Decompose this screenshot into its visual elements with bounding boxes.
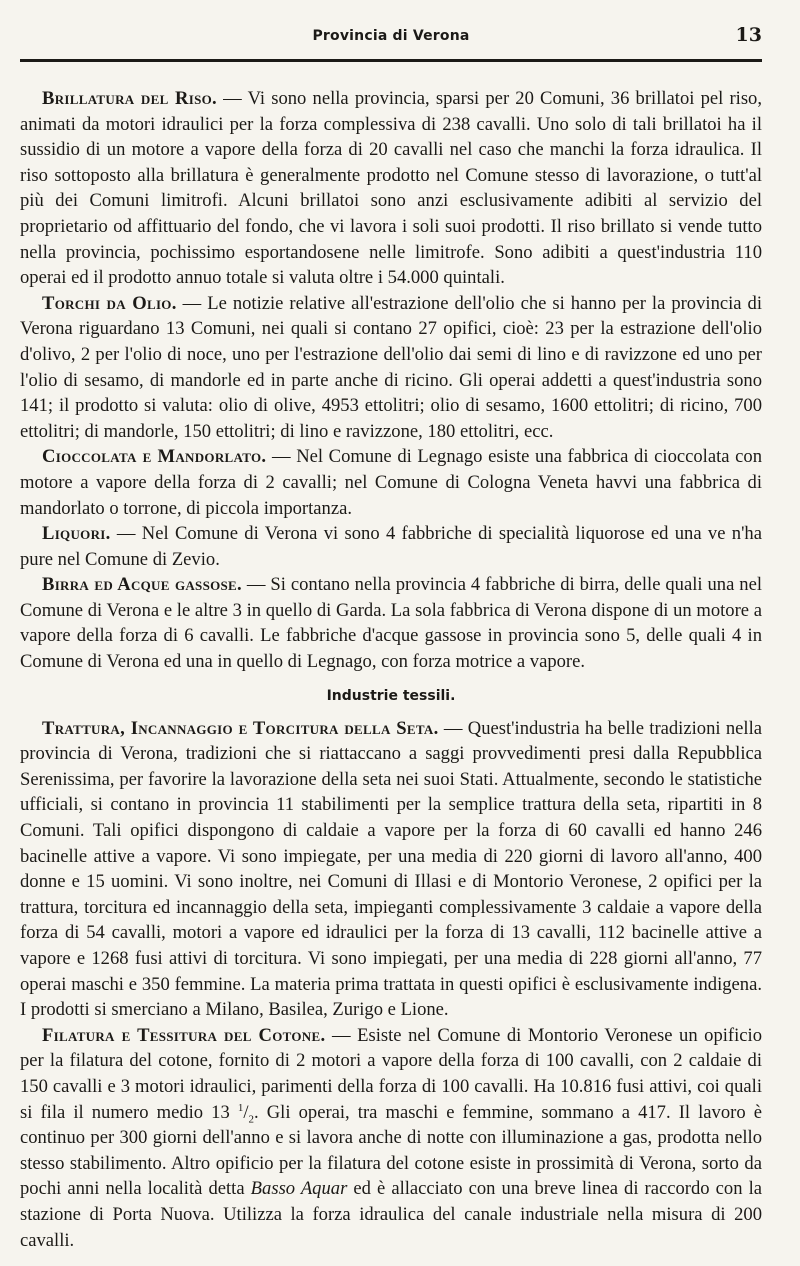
paragraph-heading: Trattura, Incannaggio e Torcitura della Seta. (42, 717, 439, 739)
paragraph-text: — Nel Comune di Verona vi sono 4 fabbriche di specialità liquorose ed una ve n'ha pure nel Comune di Zevio. (20, 523, 762, 570)
place-name: Basso Aquar (250, 1178, 348, 1200)
paragraph-text: — Quest'industria ha belle tradizioni nella provincia di Verona, tradizioni che si riattaccano a saggi provvedimenti presi dalla Repubblica Serenissima, per favorire la lavorazione della seta nei suoi Stati. Attualmente, secondo le statistiche ufficiali, si contano in provincia 11 stabilimenti per la semplice trattura della seta, ripartiti in 8 Comuni. Tali opifici dispongono di caldaie a vapore per la forza di 60 cavalli ed hanno 246 bacinelle attive a vapore. Vi sono impiegate, per una media di 220 giorni di lavoro all'anno, 400 donne e 15 uomini. Vi sono inoltre, nei Comuni di Illasi e di Montorio Veronese, 2 opifici per la trattura, torcitura ed incannaggio della seta, impieganti complessivamente 3 caldaie a vapore della forza di 54 cavalli, motori a vapore ed idraulici per la forza di 13 cavalli, 112 bacinelle attive a vapore e 1268 fusi attivi di torcitura. Vi sono impiegati, per una media di 228 giorni all'anno, 77 operai maschi e 350 femmine. La materia prima trattata in questi opifici è esclusivamente indigena. I prodotti si smerciano a Milano, Basilea, Zurigo e Lione. (20, 717, 762, 1021)
paragraph-heading: Cioccolata e Mandorlato. (42, 446, 267, 468)
paragraph-rice-hulling (20, 86, 762, 291)
page-body (20, 86, 762, 1253)
header-rule (20, 59, 762, 62)
paragraph-text: — Le notizie relative all'estrazione dell'olio che si hanno per la provincia di Verona riguardano 13 Comuni, nei quali si contano 27 opifici, cioè: 23 per la estrazione dell'olio d'olivo, 2 per l'olio di noce, uno per l'estrazione dell'olio dai semi di lino e di ravizzone ed uno per l'olio di sesamo, di mandorle ed in parte anche di ricino. Gli operai addetti a quest'industria sono 141; il prodotto si valuta: olio di olive, 4953 ettolitri; olio di sesamo, 1600 ettolitri; di ricino, 700 ettolitri; di mandorle, 150 ettolitri; di lino e ravizzone, 180 ettolitri, ecc. (20, 292, 762, 442)
paragraph-heading: Liquori. (42, 523, 111, 545)
paragraph-text: ed è allacciato con una breve linea di raccordo con la stazione di Porta Nuova. Utilizza la forza idraulica del canale industriale nella misura di 200 cavalli. (20, 1178, 762, 1251)
paragraph-text: . Gli operai, tra maschi e femmine, sommano a 417. Il lavoro è continuo per 300 giorni dell'anno e si lavora anche di notte con illuminazione a gas, prodotta nello stesso stabilimento. Altro opificio per la filatura del cotone esiste in prossimità di Verona, sorto da pochi anni nella località detta (20, 1101, 762, 1200)
paragraph-text: — Esiste nel Comune di Montorio Veronese un opificio per la filatura del cotone, fornito di 2 motori a vapore della forza di 100 cavalli, con 2 caldaie di 150 cavalli e 3 motori idraulici, parimenti della forza di 100 cavalli. Ha 10.816 fusi attivi, coi quali si fila il numero medio 13 (20, 1024, 763, 1123)
paragraph-heading: Brillatura del Riso. (42, 88, 217, 109)
paragraph-heading: Filatura e Tessitura del Cotone. (42, 1024, 326, 1046)
page-number: 13 (735, 24, 762, 46)
paragraph-text: — Si contano nella provincia 4 fabbriche di birra, delle quali una nel Comune di Verona e le altre 3 in quello di Garda. La sola fabbrica di Verona dispone di un motore a vapore della forza di 6 cavalli. Le fabbriche d'acque gassose in provincia sono 5, delle quali 4 in Comune di Verona ed una in quello di Legnago, con forza motrice a vapore. (20, 574, 762, 673)
paragraph-liquors (20, 521, 762, 572)
running-head-title: Provincia di Verona (312, 28, 470, 44)
section-heading: Industrie tessili. (326, 687, 456, 704)
fraction-denominator: 2 (248, 1113, 255, 1126)
paragraph-heading: Birra ed Acque gassose. (42, 574, 242, 596)
paragraph-cotton: Filatura e Tessitura del Cotone. — Esiste nel Comune di Montorio Veronese un opificio per la filatura del cotone, fornito di 2 motori a vapore della forza di 100 cavalli, con 2 caldaie di 150 cavalli e 3 motori idraulici, parimenti della forza di 100 cavalli. Ha 10.816 fusi attivi, coi quali si fila il numero medio 13 $^1/_2$. Gli operai, tra maschi e femmine, sommano a 417. Il lavoro è continuo per 300 giorni dell'anno e si lavora anche di notte con illuminazione a gas, prodotta nello stesso stabilimento. Altro opificio per la filatura del cotone esiste in prossimità di Verona, sorto da pochi anni nella località detta Basso Aquar ed è allacciato con una breve linea di raccordo con la stazione di Porta Nuova. Utilizza la forza idraulica del canale industriale nella misura di 200 cavalli. (20, 1024, 763, 1251)
paragraph-chocolate (20, 444, 762, 521)
paragraph-silk (20, 716, 762, 1023)
paragraph-beer-soda (20, 572, 762, 674)
paragraph-text: — Nel Comune di Legnago esiste una fabbrica di cioccolata con motore a vapore della forza di 2 cavalli; nel Comune di Cologna Veneta havvi una fabbrica di mandorlato o torrone, di piccola importanza. (20, 446, 762, 519)
paragraph-oil-presses (20, 291, 762, 445)
fraction-numerator: 1 (237, 1101, 244, 1114)
running-header (20, 22, 762, 56)
paragraph-text: — Vi sono nella provincia, sparsi per 20 Comuni, 36 brillatoi pel riso, animati da motori idraulici per la forza complessiva di 238 cavalli. Uno solo di tali brillatoi ha il sussidio di un motore a vapore della forza di 20 cavalli nel caso che manchi la forza idraulica. Il riso sottoposto alla brillatura è generalmente prodotto nel Comune stesso di lavorazione, o tutt'al più dei Comuni limitrofi. Alcuni brillatoi sono anzi esclusivamente adibiti al servizio del proprietario od affittuario del fondo, che vi lavora i soli suoi prodotti. Il riso brillato si vende tutto nella provincia, pochissimo esportandosene nelle limitrofe. Sono adibiti a quest'industria 110 operai ed il prodotto annuo totale si valuta oltre i 54.000 quintali. (20, 88, 762, 289)
paragraph-heading: Torchi da Olio. (42, 292, 177, 314)
